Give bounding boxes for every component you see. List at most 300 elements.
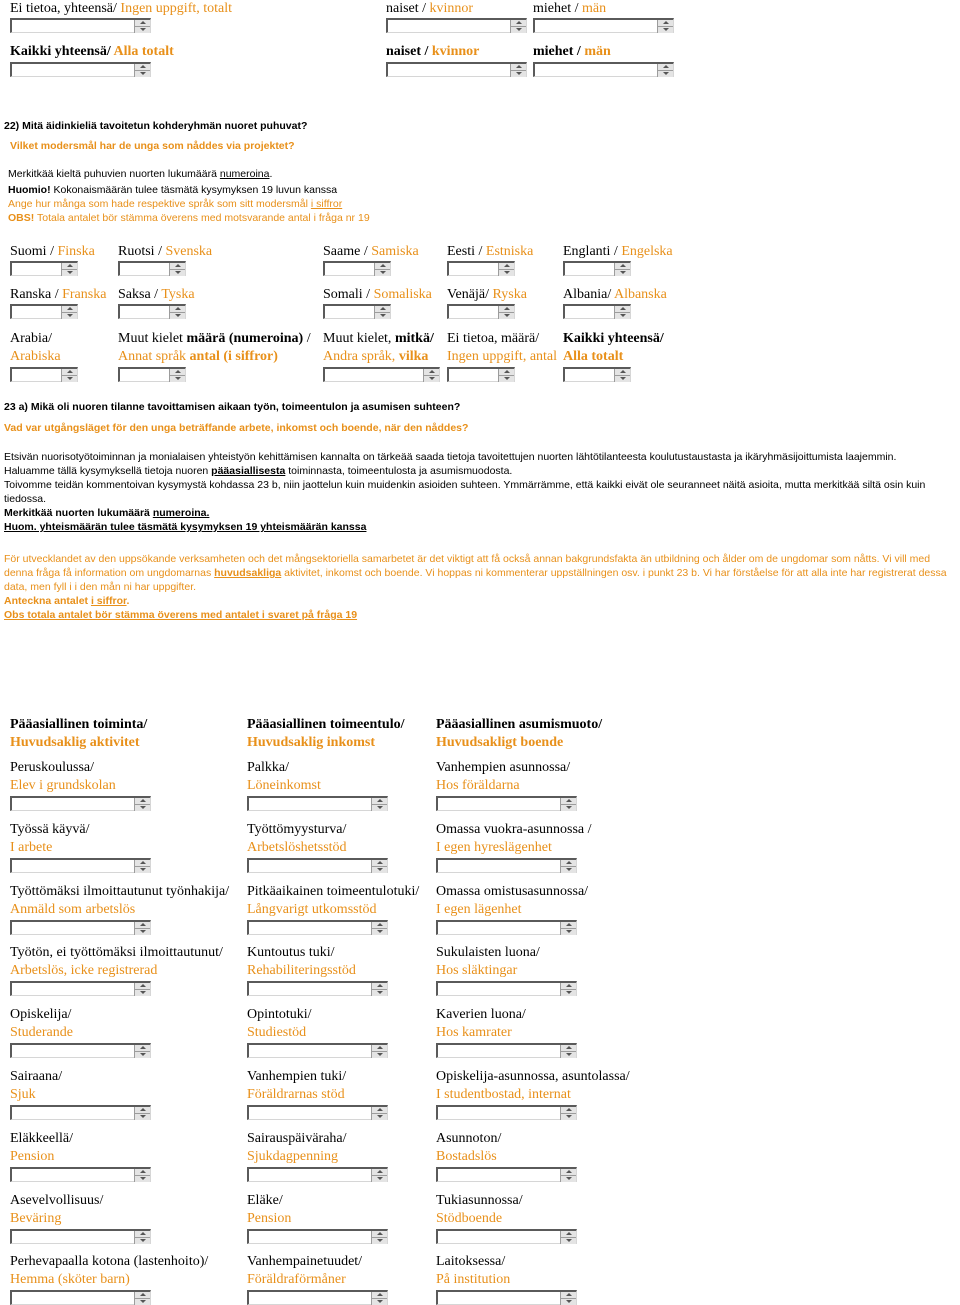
language-count-input[interactable] xyxy=(118,261,186,276)
spin-down-icon[interactable] xyxy=(372,990,387,996)
spin-down-icon[interactable] xyxy=(372,867,387,873)
language-count-input[interactable] xyxy=(10,261,78,276)
situation-count-input[interactable] xyxy=(436,858,577,873)
spin-up-icon[interactable] xyxy=(499,263,514,270)
spin-up-icon[interactable] xyxy=(375,263,390,270)
language-label xyxy=(447,286,527,304)
label-sv: Franska xyxy=(62,287,107,302)
situation-count-input[interactable] xyxy=(10,1229,151,1244)
text-bold: vilka xyxy=(398,349,429,364)
spinner-arrows[interactable] xyxy=(614,306,630,319)
situation-count-input[interactable] xyxy=(436,981,577,996)
spin-up-icon[interactable] xyxy=(561,983,576,990)
spin-up-icon[interactable] xyxy=(372,1231,387,1238)
paragraph xyxy=(4,594,959,608)
label-sv: män xyxy=(582,1,607,16)
spin-up-icon[interactable] xyxy=(372,983,387,990)
spinner-arrows[interactable] xyxy=(61,369,77,382)
spinner-arrows[interactable] xyxy=(614,369,630,382)
spin-down-icon[interactable] xyxy=(615,313,630,319)
spin-up-icon[interactable] xyxy=(511,64,526,71)
spinner-arrows[interactable] xyxy=(134,64,150,77)
label-fi: Opiskelija/ xyxy=(10,1007,72,1023)
spin-up-icon[interactable] xyxy=(135,860,150,867)
situation-label xyxy=(10,944,223,980)
spin-down-icon[interactable] xyxy=(135,27,150,33)
spinner-arrows[interactable] xyxy=(498,306,514,319)
spin-up-icon[interactable] xyxy=(372,1169,387,1176)
label-sv: Stödboende xyxy=(436,1210,503,1226)
label-sv: Bostadslös xyxy=(436,1148,497,1164)
ei-tietoa-yhteensa-input[interactable] xyxy=(10,18,151,33)
label-fi: Saksa / xyxy=(118,287,159,302)
spinner-arrows[interactable] xyxy=(134,1107,150,1120)
label-sv: Huvudsaklig inkomst xyxy=(247,735,375,750)
spin-up-icon[interactable] xyxy=(561,1292,576,1299)
spin-up-icon[interactable] xyxy=(424,369,439,376)
text-bold: antal (i siffror) xyxy=(189,349,278,364)
paragraph xyxy=(4,464,959,478)
situation-count-input[interactable] xyxy=(10,796,151,811)
spinner-arrows[interactable] xyxy=(560,922,576,935)
spin-up-icon[interactable] xyxy=(372,922,387,929)
arabia-input[interactable] xyxy=(10,367,78,382)
spin-up-icon[interactable] xyxy=(372,798,387,805)
spin-down-icon[interactable] xyxy=(561,867,576,873)
label-sv: Sjuk xyxy=(10,1087,36,1102)
situation-label xyxy=(10,1253,208,1289)
label-fi: Peruskoulussa/ xyxy=(10,760,94,775)
spinner-arrows[interactable] xyxy=(371,1169,387,1182)
label-fi: Ruotsi / xyxy=(118,244,162,259)
language-count-input[interactable] xyxy=(563,304,631,319)
situation-label xyxy=(247,1130,347,1166)
label-sv: Sjukdagpenning xyxy=(247,1148,338,1164)
spin-up-icon[interactable] xyxy=(135,1107,150,1114)
spin-down-icon[interactable] xyxy=(424,376,439,382)
label-fi: Omassa vuokra-asunnossa / xyxy=(436,821,592,837)
text: För utvecklandet av den uppsökande verksamheten och det mångsektoriella samarbetet är det viktigt att få också annan bakgrundsfakta än utbildning och ålder om de ungdomar som nåtts. Vi vill med denna fråga få information om ungdomarnas xyxy=(4,553,931,579)
situation-count-input[interactable] xyxy=(436,1043,577,1058)
label-fi: Työttömäksi ilmoittautunut työnhakija/ xyxy=(10,883,230,899)
spin-up-icon[interactable] xyxy=(658,64,673,71)
situation-count-input[interactable] xyxy=(247,1290,388,1305)
label-sv: Studiestöd xyxy=(247,1025,307,1041)
spin-up-icon[interactable] xyxy=(62,306,77,313)
spin-up-icon[interactable] xyxy=(561,1169,576,1176)
label-sv: Studerande xyxy=(10,1025,73,1041)
spinner-arrows[interactable] xyxy=(134,1231,150,1244)
situation-count-input[interactable] xyxy=(247,981,388,996)
label-sv: kvinnor xyxy=(431,44,480,59)
spinner-arrows[interactable] xyxy=(371,1045,387,1058)
situation-count-input[interactable] xyxy=(436,1167,577,1182)
spin-up-icon[interactable] xyxy=(372,1107,387,1114)
spin-up-icon[interactable] xyxy=(135,1231,150,1238)
spin-down-icon[interactable] xyxy=(658,71,673,77)
spinner-arrows[interactable] xyxy=(134,860,150,873)
label-fi: Vanhempien tuki/ xyxy=(247,1069,347,1084)
label-miehet-2 xyxy=(533,43,611,61)
text: Muut kielet, xyxy=(323,331,395,346)
text-bold: mitkä/ xyxy=(394,331,434,346)
label-miehet-1 xyxy=(533,0,606,18)
label-fi: Ranska / xyxy=(10,287,59,302)
spinner-arrows[interactable] xyxy=(371,798,387,811)
spinner-arrows[interactable] xyxy=(560,860,576,873)
label-sv: I egen hyreslägenhet xyxy=(436,839,552,855)
situation-label xyxy=(10,1130,73,1166)
situation-count-input[interactable] xyxy=(436,796,577,811)
language-count-input[interactable] xyxy=(10,304,78,319)
situation-label xyxy=(10,1068,62,1104)
spin-down-icon[interactable] xyxy=(499,376,514,382)
spinner-arrows[interactable] xyxy=(423,369,439,382)
spin-down-icon[interactable] xyxy=(511,27,526,33)
label-fi: Somali / xyxy=(323,287,371,302)
spinner-arrows[interactable] xyxy=(371,983,387,996)
spin-up-icon[interactable] xyxy=(170,306,185,313)
spin-down-icon[interactable] xyxy=(615,376,630,382)
language-count-input[interactable] xyxy=(323,304,391,319)
ei-tietoa-maara-input[interactable] xyxy=(447,367,515,382)
spin-up-icon[interactable] xyxy=(372,860,387,867)
spin-down-icon[interactable] xyxy=(135,1052,150,1058)
q23-title-fi: 23 a) Mikä oli nuoren tilanne tavoittamisen aikaan työn, toimeentulon ja asumisen suhteen? xyxy=(4,401,461,413)
label-fi: Pääasiallinen toiminta/ xyxy=(10,717,148,732)
situation-count-input[interactable] xyxy=(10,981,151,996)
spin-down-icon[interactable] xyxy=(372,805,387,811)
spin-down-icon[interactable] xyxy=(372,1052,387,1058)
header-toiminta xyxy=(10,716,147,752)
text-underline: numeroina xyxy=(219,168,270,180)
paragraph xyxy=(4,552,959,594)
spin-up-icon[interactable] xyxy=(499,369,514,376)
spin-up-icon[interactable] xyxy=(170,369,185,376)
spin-down-icon[interactable] xyxy=(62,376,77,382)
spin-up-icon[interactable] xyxy=(615,369,630,376)
spin-down-icon[interactable] xyxy=(499,270,514,276)
situation-label xyxy=(10,1006,73,1042)
label-sv: Huvudsakligt boende xyxy=(436,735,564,750)
label-fi: Palkka/ xyxy=(247,760,289,775)
spin-down-icon[interactable] xyxy=(561,1052,576,1058)
ei-tietoa-miehet-input[interactable] xyxy=(533,18,674,33)
language-label xyxy=(118,286,195,304)
text-underline: huvudsakliga xyxy=(214,567,282,579)
kaikki-naiset-input[interactable] xyxy=(386,62,527,77)
muut-kielet-maara-input[interactable] xyxy=(118,367,186,382)
situation-label xyxy=(247,883,419,919)
spinner-arrows[interactable] xyxy=(371,860,387,873)
spinner-arrows[interactable] xyxy=(134,983,150,996)
spin-down-icon[interactable] xyxy=(561,1238,576,1244)
label-sv: Hemma (sköter barn) xyxy=(10,1272,130,1288)
situation-label xyxy=(436,821,592,857)
situation-label xyxy=(436,1192,523,1228)
q22-note-sv xyxy=(8,197,960,211)
spin-down-icon[interactable] xyxy=(499,313,514,319)
situation-count-input[interactable] xyxy=(247,858,388,873)
label-fi: Vanhempainetuudet/ xyxy=(247,1254,363,1270)
spin-up-icon[interactable] xyxy=(135,798,150,805)
spin-down-icon[interactable] xyxy=(170,313,185,319)
spin-up-icon[interactable] xyxy=(62,263,77,270)
spin-up-icon[interactable] xyxy=(170,263,185,270)
spin-down-icon[interactable] xyxy=(658,27,673,33)
label-fi: Saame / xyxy=(323,244,368,259)
spin-up-icon[interactable] xyxy=(658,20,673,27)
spinner-arrows[interactable] xyxy=(560,1045,576,1058)
label-fi: Laitoksessa/ xyxy=(436,1254,506,1270)
situation-count-input[interactable] xyxy=(436,920,577,935)
spin-down-icon[interactable] xyxy=(561,1176,576,1182)
situation-count-input[interactable] xyxy=(247,1167,388,1182)
spinner-arrows[interactable] xyxy=(371,1231,387,1244)
spinner-arrows[interactable] xyxy=(169,306,185,319)
spinner-arrows[interactable] xyxy=(560,1169,576,1182)
spin-down-icon[interactable] xyxy=(135,1114,150,1120)
spinner-arrows[interactable] xyxy=(498,263,514,276)
text: toiminnasta, toimeentulosta ja asumismuodosta. xyxy=(285,465,513,477)
situation-count-input[interactable] xyxy=(10,920,151,935)
label-fi: Ei tietoa, yhteensä/ xyxy=(10,1,117,16)
text: Kokonaismäärän tulee täsmätä kysymyksen 19 luvun kanssa xyxy=(50,184,338,196)
kaikki-yhteensa-kielet-input[interactable] xyxy=(563,367,631,382)
spinner-arrows[interactable] xyxy=(371,1107,387,1120)
spin-down-icon[interactable] xyxy=(375,270,390,276)
spin-down-icon[interactable] xyxy=(135,990,150,996)
kaikki-miehet-input[interactable] xyxy=(533,62,674,77)
situation-count-input[interactable] xyxy=(247,1105,388,1120)
spin-down-icon[interactable] xyxy=(372,1114,387,1120)
spin-down-icon[interactable] xyxy=(62,313,77,319)
label-ei-tietoa-maara xyxy=(447,330,557,366)
spin-down-icon[interactable] xyxy=(372,1176,387,1182)
situation-label xyxy=(436,1253,510,1289)
label-fi: Työttömyysturva/ xyxy=(247,821,347,837)
text: Merkitkää kieltä puhuvien nuorten lukumäärä xyxy=(8,168,220,180)
spin-down-icon[interactable] xyxy=(561,929,576,935)
spinner-arrows[interactable] xyxy=(371,1292,387,1305)
situation-label xyxy=(436,1068,630,1104)
situation-count-input[interactable] xyxy=(10,1167,151,1182)
situation-count-input[interactable] xyxy=(247,920,388,935)
spin-down-icon[interactable] xyxy=(135,1176,150,1182)
spin-up-icon[interactable] xyxy=(561,798,576,805)
label-fi: miehet / xyxy=(533,1,579,16)
spin-up-icon[interactable] xyxy=(561,1231,576,1238)
label-fi: Opiskelija-asunnossa, asuntolassa/ xyxy=(436,1069,630,1084)
label-sv: Hos föräldarna xyxy=(436,778,520,793)
spinner-arrows[interactable] xyxy=(560,798,576,811)
label-sv: På institution xyxy=(436,1272,511,1288)
spinner-arrows[interactable] xyxy=(510,20,526,33)
spin-down-icon[interactable] xyxy=(170,376,185,382)
situation-label xyxy=(436,883,588,919)
label-fi: Työtön, ei työttömäksi ilmoittautunut/ xyxy=(10,945,223,961)
label-fi: Eläke/ xyxy=(247,1192,283,1208)
spinner-arrows[interactable] xyxy=(134,1045,150,1058)
spin-down-icon[interactable] xyxy=(615,270,630,276)
spin-down-icon[interactable] xyxy=(135,929,150,935)
label-sv: Långvarigt utkomsstöd xyxy=(247,901,377,917)
spinner-arrows[interactable] xyxy=(371,922,387,935)
spin-up-icon[interactable] xyxy=(135,20,150,27)
q23-intro-sv xyxy=(4,552,959,622)
situation-count-input[interactable] xyxy=(10,1290,151,1305)
situation-count-input[interactable] xyxy=(247,1043,388,1058)
spin-up-icon[interactable] xyxy=(135,1169,150,1176)
label-sv: I studentbostad, internat xyxy=(436,1087,571,1102)
spin-down-icon[interactable] xyxy=(561,1299,576,1305)
spin-up-icon[interactable] xyxy=(615,306,630,313)
spinner-arrows[interactable] xyxy=(134,922,150,935)
label-sv: Engelska xyxy=(621,244,673,259)
spin-up-icon[interactable] xyxy=(135,922,150,929)
label-fi: Albania/ xyxy=(563,287,612,302)
spin-up-icon[interactable] xyxy=(372,1045,387,1052)
label-fi: Omassa omistusasunnossa/ xyxy=(436,883,589,899)
situation-count-input[interactable] xyxy=(10,858,151,873)
text: aktivitet, inkomst och boende. Vi hoppas ni kommenterar uppställningen osv. i punkt 23 b. Vi har förståelse för att alla inte har registrerat dessa data, men fyll i i den mån ni har uppgifter. xyxy=(4,567,947,593)
paragraph: Etsivän nuorisotyötoiminnan ja monialaisen yhteistyön kehittämisen kannalta on tärkeää saada tietoja tavoitettujen nuorten lähtötilanteesta koulutustaustasta ja ikäryhmäsijoittumista laajemmin. xyxy=(4,451,897,463)
situation-count-input[interactable] xyxy=(247,1229,388,1244)
situation-count-input[interactable] xyxy=(247,796,388,811)
label-sv: kvinnor xyxy=(429,1,474,16)
language-count-input[interactable] xyxy=(563,261,631,276)
spin-up-icon[interactable] xyxy=(561,922,576,929)
text: Muut kielet xyxy=(118,331,187,346)
situation-count-input[interactable] xyxy=(10,1043,151,1058)
situation-label xyxy=(10,821,90,857)
text: Haluamme tällä kysymyksellä tietoja nuoren xyxy=(4,465,212,477)
spinner-arrows[interactable] xyxy=(134,1169,150,1182)
spinner-arrows[interactable] xyxy=(560,1107,576,1120)
situation-label xyxy=(247,759,321,795)
language-label xyxy=(10,243,95,261)
label-fi: Sairauspäiväraha/ xyxy=(247,1130,347,1146)
spin-down-icon[interactable] xyxy=(135,867,150,873)
spin-down-icon[interactable] xyxy=(372,1238,387,1244)
paragraph: Toivomme teidän kommentoivan kysymystä kohdassa 23 b, niin jaottelun kuin muidenkin asioiden suhteen. Ymmärrämme, että kaikki eivät ole seuranneet näitä asioita, mutta merkitkää siltä osin kuin tiedossa. xyxy=(4,479,926,505)
spin-down-icon[interactable] xyxy=(372,1299,387,1305)
language-label xyxy=(118,243,212,261)
spinner-arrows[interactable] xyxy=(134,20,150,33)
spin-up-icon[interactable] xyxy=(499,306,514,313)
spin-down-icon[interactable] xyxy=(375,313,390,319)
spinner-arrows[interactable] xyxy=(560,1231,576,1244)
spin-up-icon[interactable] xyxy=(372,1292,387,1299)
text: Annat språk xyxy=(118,349,190,364)
text-underline: i siffror xyxy=(90,595,127,607)
spin-up-icon[interactable] xyxy=(561,1045,576,1052)
label-naiset-2 xyxy=(386,43,479,61)
q22-title-fi: 22) Mitä äidinkieliä tavoitetun kohderyhmän nuoret puhuvat? xyxy=(4,120,308,132)
label-fi: Kaikki yhteensä/ xyxy=(10,44,111,59)
spin-up-icon[interactable] xyxy=(561,860,576,867)
spin-up-icon[interactable] xyxy=(561,1107,576,1114)
spin-down-icon[interactable] xyxy=(372,929,387,935)
situation-label xyxy=(10,883,229,919)
spin-up-icon[interactable] xyxy=(511,20,526,27)
spinner-arrows[interactable] xyxy=(510,64,526,77)
ei-tietoa-naiset-input[interactable] xyxy=(386,18,527,33)
spin-up-icon[interactable] xyxy=(615,263,630,270)
spin-up-icon[interactable] xyxy=(135,1045,150,1052)
label-sv: Somaliska xyxy=(373,287,432,302)
label-sv: Ryska xyxy=(492,287,527,302)
kaikki-yhteensa-input[interactable] xyxy=(10,62,151,77)
spin-down-icon[interactable] xyxy=(62,270,77,276)
situation-count-input[interactable] xyxy=(10,1105,151,1120)
situation-count-input[interactable] xyxy=(436,1290,577,1305)
text: Totala antalet bör stämma överens med motsvarande antal i fråga nr 19 xyxy=(34,212,370,224)
spinner-arrows[interactable] xyxy=(61,263,77,276)
spin-down-icon[interactable] xyxy=(135,71,150,77)
spin-down-icon[interactable] xyxy=(135,805,150,811)
label-muut-kielet-maara xyxy=(118,330,311,366)
spin-down-icon[interactable] xyxy=(561,1114,576,1120)
spinner-arrows[interactable] xyxy=(169,263,185,276)
spinner-arrows[interactable] xyxy=(560,1292,576,1305)
spin-down-icon[interactable] xyxy=(135,1299,150,1305)
spin-down-icon[interactable] xyxy=(561,805,576,811)
label-sv: Albanska xyxy=(613,287,667,302)
label-sv: Arbetslös, icke registrerad xyxy=(10,963,158,979)
spinner-arrows[interactable] xyxy=(498,369,514,382)
language-count-input[interactable] xyxy=(323,261,391,276)
spin-up-icon[interactable] xyxy=(62,369,77,376)
spinner-arrows[interactable] xyxy=(374,306,390,319)
text: Ange hur många som hade respektive språk som sitt modersmål xyxy=(8,198,311,210)
situation-label xyxy=(247,821,347,857)
situation-count-input[interactable] xyxy=(436,1229,577,1244)
spinner-arrows[interactable] xyxy=(134,798,150,811)
label-sv: Elev i grundskolan xyxy=(10,778,116,793)
header-asumismuoto xyxy=(436,716,602,752)
spinner-arrows[interactable] xyxy=(657,64,673,77)
spin-up-icon[interactable] xyxy=(375,306,390,313)
label-fi: Pitkäaikainen toimeentulotuki/ xyxy=(247,883,420,899)
language-count-input[interactable] xyxy=(118,304,186,319)
spinner-arrows[interactable] xyxy=(169,369,185,382)
situation-label xyxy=(247,1192,291,1228)
spin-down-icon[interactable] xyxy=(170,270,185,276)
spin-down-icon[interactable] xyxy=(135,1238,150,1244)
situation-label xyxy=(436,759,570,795)
language-count-input[interactable] xyxy=(447,304,515,319)
spin-up-icon[interactable] xyxy=(135,983,150,990)
text-underline: i siffror xyxy=(310,198,343,210)
spinner-arrows[interactable] xyxy=(560,983,576,996)
spinner-arrows[interactable] xyxy=(61,306,77,319)
spinner-arrows[interactable] xyxy=(134,1292,150,1305)
text-bold: määrä (numeroina) xyxy=(186,331,304,346)
spinner-arrows[interactable] xyxy=(657,20,673,33)
muut-kielet-mitka-input[interactable] xyxy=(323,367,440,382)
label-sv: män xyxy=(584,44,611,59)
label-fi: Ei tietoa, määrä/ xyxy=(447,331,540,346)
spin-down-icon[interactable] xyxy=(511,71,526,77)
spin-up-icon[interactable] xyxy=(135,64,150,71)
spin-down-icon[interactable] xyxy=(561,990,576,996)
situation-count-input[interactable] xyxy=(436,1105,577,1120)
spinner-arrows[interactable] xyxy=(374,263,390,276)
language-count-input[interactable] xyxy=(447,261,515,276)
spinner-arrows[interactable] xyxy=(614,263,630,276)
spin-up-icon[interactable] xyxy=(135,1292,150,1299)
